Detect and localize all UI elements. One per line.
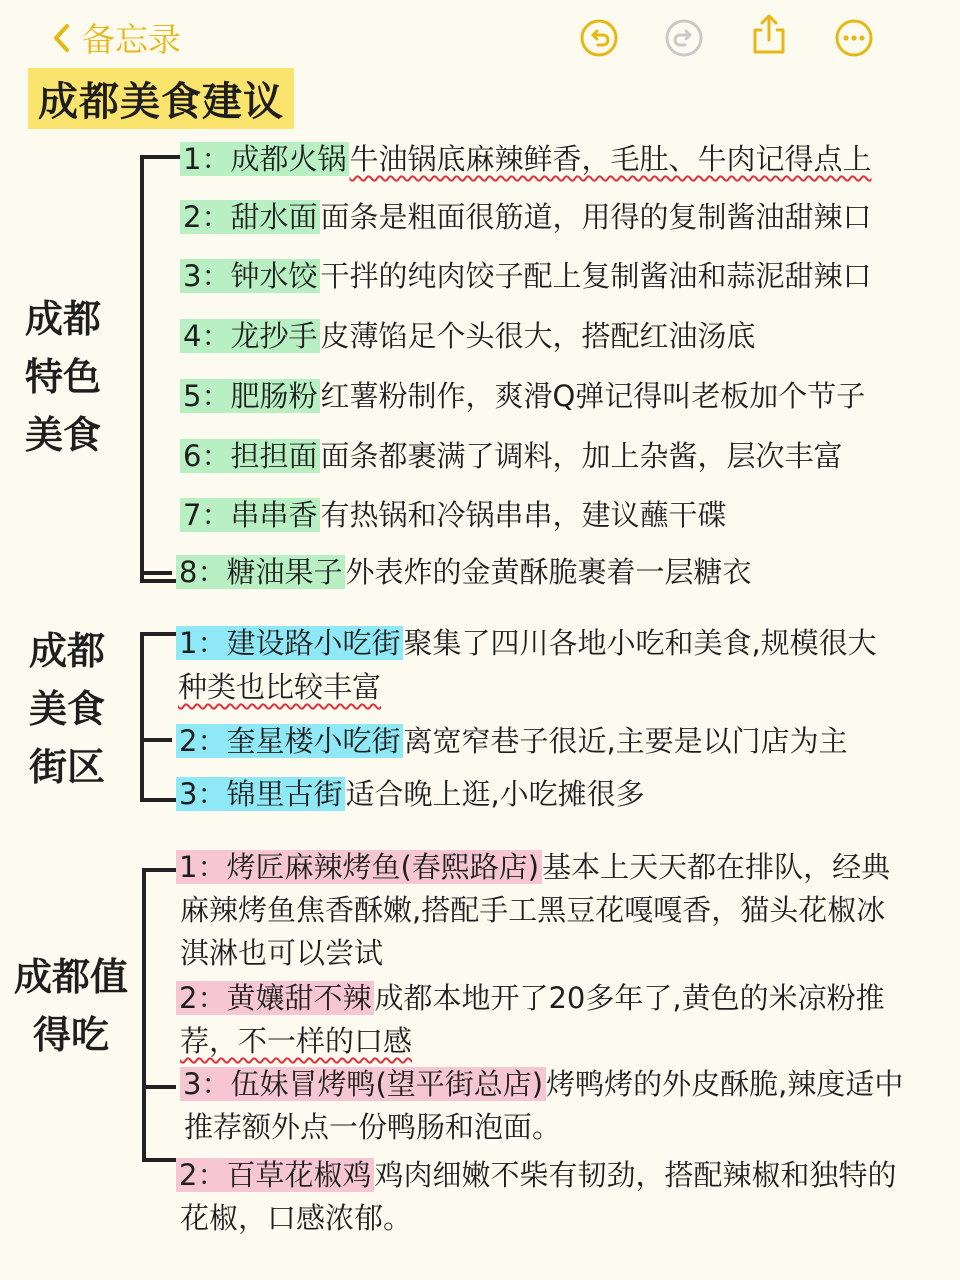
- item-tag: 1：成都火锅: [180, 142, 349, 176]
- bracket-tick: [144, 571, 172, 575]
- bracket-line: [140, 155, 180, 583]
- item-text: 推荐额外点一份鸭肠和泡面。: [184, 1110, 562, 1144]
- section-label: 成都特色美食: [24, 297, 101, 457]
- item-text: 荐，不一样的口感: [180, 1024, 413, 1058]
- list-item: [180, 435, 842, 478]
- list-item: [180, 255, 871, 298]
- list-item: [180, 494, 726, 537]
- list-item: [176, 622, 877, 665]
- list-item: [180, 196, 871, 239]
- item-text: 成都本地开了20多年了,黄色的米凉粉推: [374, 981, 885, 1015]
- list-item-continuation: [180, 932, 383, 975]
- list-item: [176, 977, 885, 1020]
- item-text: 鸡肉细嫩不柴有韧劲，搭配辣椒和独特的: [374, 1158, 897, 1192]
- item-text: 淇淋也可以尝试: [180, 936, 384, 970]
- item-tag: 6：担担面: [180, 439, 320, 473]
- item-tag: 5：肥肠粉: [180, 379, 320, 413]
- item-text: 面条都裹满了调料，加上杂酱，层次丰富: [320, 439, 843, 473]
- item-text: 聚集了四川各地小吃和美食,规模很大: [403, 626, 877, 660]
- back-button[interactable]: [52, 14, 181, 61]
- item-text: 种类也比较丰富: [178, 670, 382, 704]
- item-text: 有热锅和冷锅串串，建议蘸干碟: [320, 498, 727, 532]
- list-item: [176, 551, 751, 594]
- item-tag: 2：奎星楼小吃街: [176, 724, 403, 758]
- list-item: [176, 846, 890, 889]
- redo-icon[interactable]: [664, 18, 704, 58]
- item-tag: 3：伍妹冒烤鸭(望平街总店): [180, 1067, 546, 1101]
- section-label: 成都美食街区: [28, 629, 105, 789]
- item-text: 适合晚上逛,小吃摊很多: [345, 777, 645, 811]
- item-tag: 1：建设路小吃街: [176, 626, 403, 660]
- back-label: 备忘录: [82, 20, 181, 59]
- share-icon[interactable]: [749, 12, 789, 56]
- list-item-continuation: [180, 1020, 412, 1063]
- top-toolbar: [0, 0, 960, 72]
- list-item-continuation: [180, 889, 885, 932]
- item-tag: 3：钟水饺: [180, 259, 320, 293]
- item-text: 花椒，口感浓郁。: [180, 1201, 413, 1235]
- list-item-continuation: [180, 1197, 412, 1240]
- list-item: [176, 1154, 896, 1197]
- item-text: 牛油锅底麻辣鲜香，毛肚、牛肉记得点上: [349, 142, 872, 176]
- list-item-continuation: [184, 1106, 561, 1149]
- bracket-tick: [146, 1085, 176, 1089]
- item-text: 烤鸭烤的外皮酥脆,辣度适中: [546, 1067, 904, 1101]
- item-text: 红薯粉制作，爽滑Q弹记得叫老板加个节子: [320, 379, 866, 413]
- item-tag: 8：糖油果子: [176, 555, 345, 589]
- item-tag: 2：百草花椒鸡: [176, 1158, 374, 1192]
- list-item: [180, 315, 755, 358]
- list-item: [176, 773, 645, 816]
- list-item: [176, 720, 848, 763]
- chevron-left-icon: [52, 23, 70, 53]
- bracket-line: [142, 868, 180, 1162]
- list-item: [180, 138, 871, 181]
- bracket-tick: [144, 738, 172, 742]
- list-item: [180, 1063, 903, 1106]
- item-tag: 3：锦里古街: [176, 777, 345, 811]
- item-text: 干拌的纯肉饺子配上复制酱油和蒜泥甜辣口: [320, 259, 872, 293]
- more-icon[interactable]: [834, 18, 874, 58]
- item-text: 皮薄馅足个头很大，搭配红油汤底: [320, 319, 756, 353]
- item-text: 离宽窄巷子很近,主要是以门店为主: [403, 724, 848, 758]
- section-label: 成都值得吃: [13, 955, 128, 1057]
- undo-icon[interactable]: [579, 18, 619, 58]
- item-text: 基本上天天都在排队，经典: [542, 850, 891, 884]
- item-tag: 7：串串香: [180, 498, 320, 532]
- list-item-continuation: [178, 666, 381, 709]
- item-tag: 4：龙抄手: [180, 319, 320, 353]
- note-title: 成都美食建议: [28, 68, 294, 129]
- item-tag: 2：甜水面: [180, 200, 320, 234]
- bracket-line: [140, 632, 180, 802]
- item-text: 面条是粗面很筋道，用得的复制酱油甜辣口: [320, 200, 872, 234]
- list-item: [180, 375, 865, 418]
- item-tag: 1：烤匠麻辣烤鱼(春熙路店): [176, 850, 542, 884]
- item-text: 外表炸的金黄酥脆裹着一层糖衣: [345, 555, 752, 589]
- item-tag: 2：黄孃甜不辣: [176, 981, 374, 1015]
- item-text: 麻辣烤鱼焦香酥嫩,搭配手工黑豆花嘎嘎香，猫头花椒冰: [180, 893, 886, 927]
